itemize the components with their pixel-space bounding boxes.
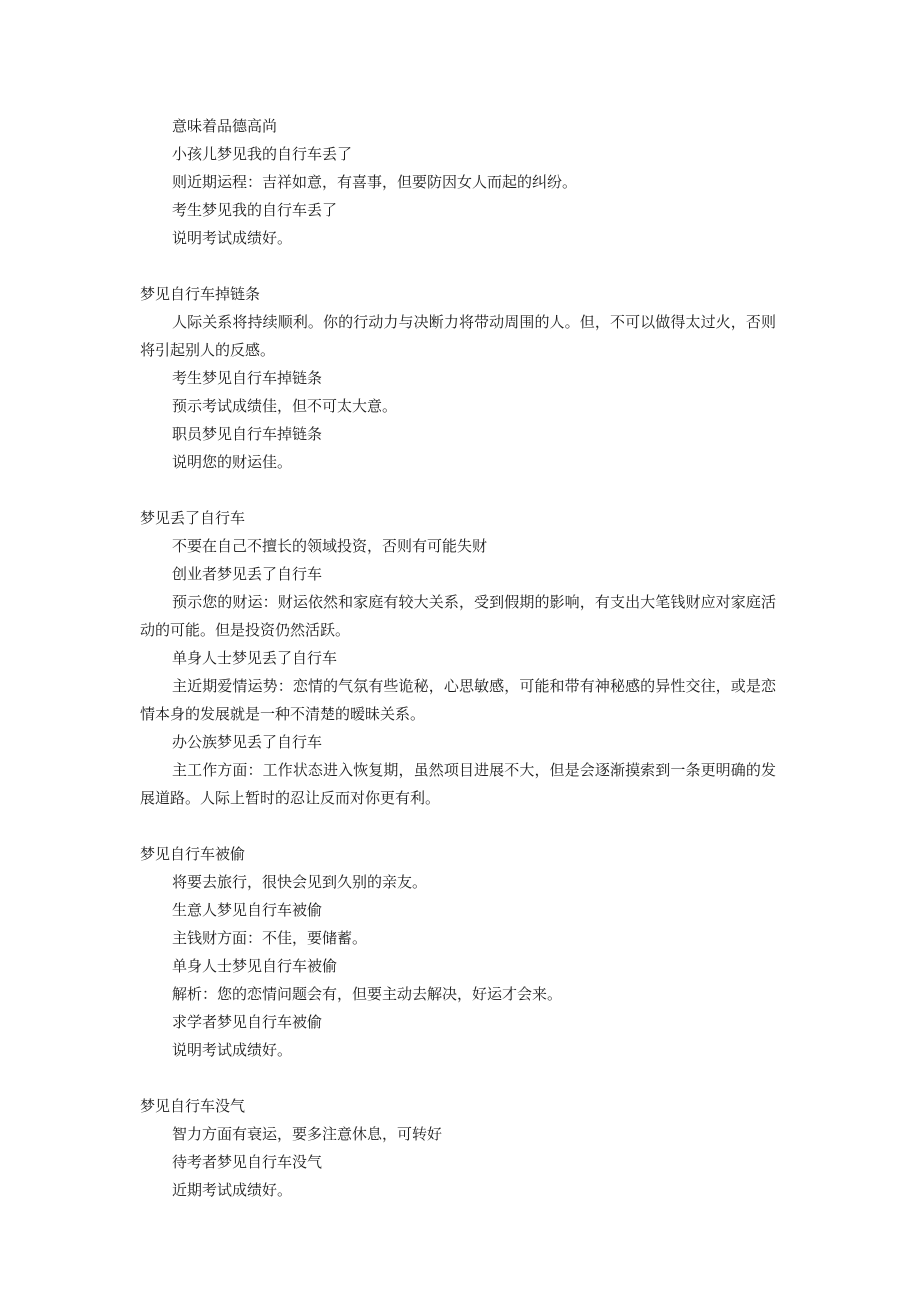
text-line: 说明您的财运佳。 [172,453,293,471]
text-line: 单身人士梦见自行车被偷 [172,957,338,975]
text-line: 说明考试成绩好。 [172,1041,293,1059]
text-line: 解析：您的恋情问题会有，但要主动去解决，好运才会来。 [172,985,563,1003]
text-line: 考生梦见自行车掉链条 [172,369,323,387]
section-heading: 梦见丢了自行车 [140,509,246,527]
section-heading: 梦见自行车掉链条 [140,285,261,303]
document-page [140,112,780,1204]
text-line: 将要去旅行，很快会见到久别的亲友。 [172,873,428,891]
intro-block [140,112,780,252]
text-line: 智力方面有衰运，要多注意休息，可转好 [172,1125,443,1143]
section-gap [140,476,780,504]
text-line: 意味着品德高尚 [172,117,278,135]
text-line: 单身人士梦见丢了自行车 [172,649,338,667]
section-gap [140,1064,780,1092]
text-line: 待考者梦见自行车没气 [172,1153,323,1171]
text-line: 求学者梦见自行车被偷 [172,1013,323,1031]
text-line: 职员梦见自行车掉链条 [172,425,323,443]
section-gap [140,812,780,840]
text-line: 说明考试成绩好。 [172,229,293,247]
section-lost-bike [140,504,780,812]
text-line: 近期考试成绩好。 [172,1181,293,1199]
text-line: 办公族梦见丢了自行车 [172,733,323,751]
paragraph: 主工作方面：工作状态进入恢复期，虽然项目进展不大，但是会逐渐摸索到一条更明确的发展道路。人际上暂时的忍让反而对你更有利。 [140,761,776,807]
section-stolen-bike [140,840,780,1064]
text-line: 则近期运程：吉祥如意，有喜事，但要防因女人而起的纠纷。 [172,173,578,191]
paragraph: 预示您的财运：财运依然和家庭有较大关系，受到假期的影响，有支出大笔钱财应对家庭活动的可能。但是投资仍然活跃。 [140,593,776,639]
section-heading: 梦见自行车没气 [140,1097,246,1115]
text-line: 考生梦见我的自行车丢了 [172,201,338,219]
paragraph: 主近期爱情运势：恋情的气氛有些诡秘，心思敏感，可能和带有神秘感的异性交往，或是恋情本身的发展就是一种不清楚的暧昧关系。 [140,677,776,723]
text-line: 小孩儿梦见我的自行车丢了 [172,145,353,163]
section-flat-tire [140,1092,780,1204]
text-line: 主钱财方面：不佳，要储蓄。 [172,929,368,947]
text-line: 预示考试成绩佳，但不可太大意。 [172,397,398,415]
text-line: 创业者梦见丢了自行车 [172,565,323,583]
text-line: 生意人梦见自行车被偷 [172,901,323,919]
section-gap [140,252,780,280]
section-heading: 梦见自行车被偷 [140,845,246,863]
paragraph: 人际关系将持续顺利。你的行动力与决断力将带动周围的人。但，不可以做得太过火，否则将引起别人的反感。 [140,313,776,359]
text-line: 不要在自己不擅长的领域投资，否则有可能失财 [172,537,488,555]
section-chain-off [140,280,780,476]
